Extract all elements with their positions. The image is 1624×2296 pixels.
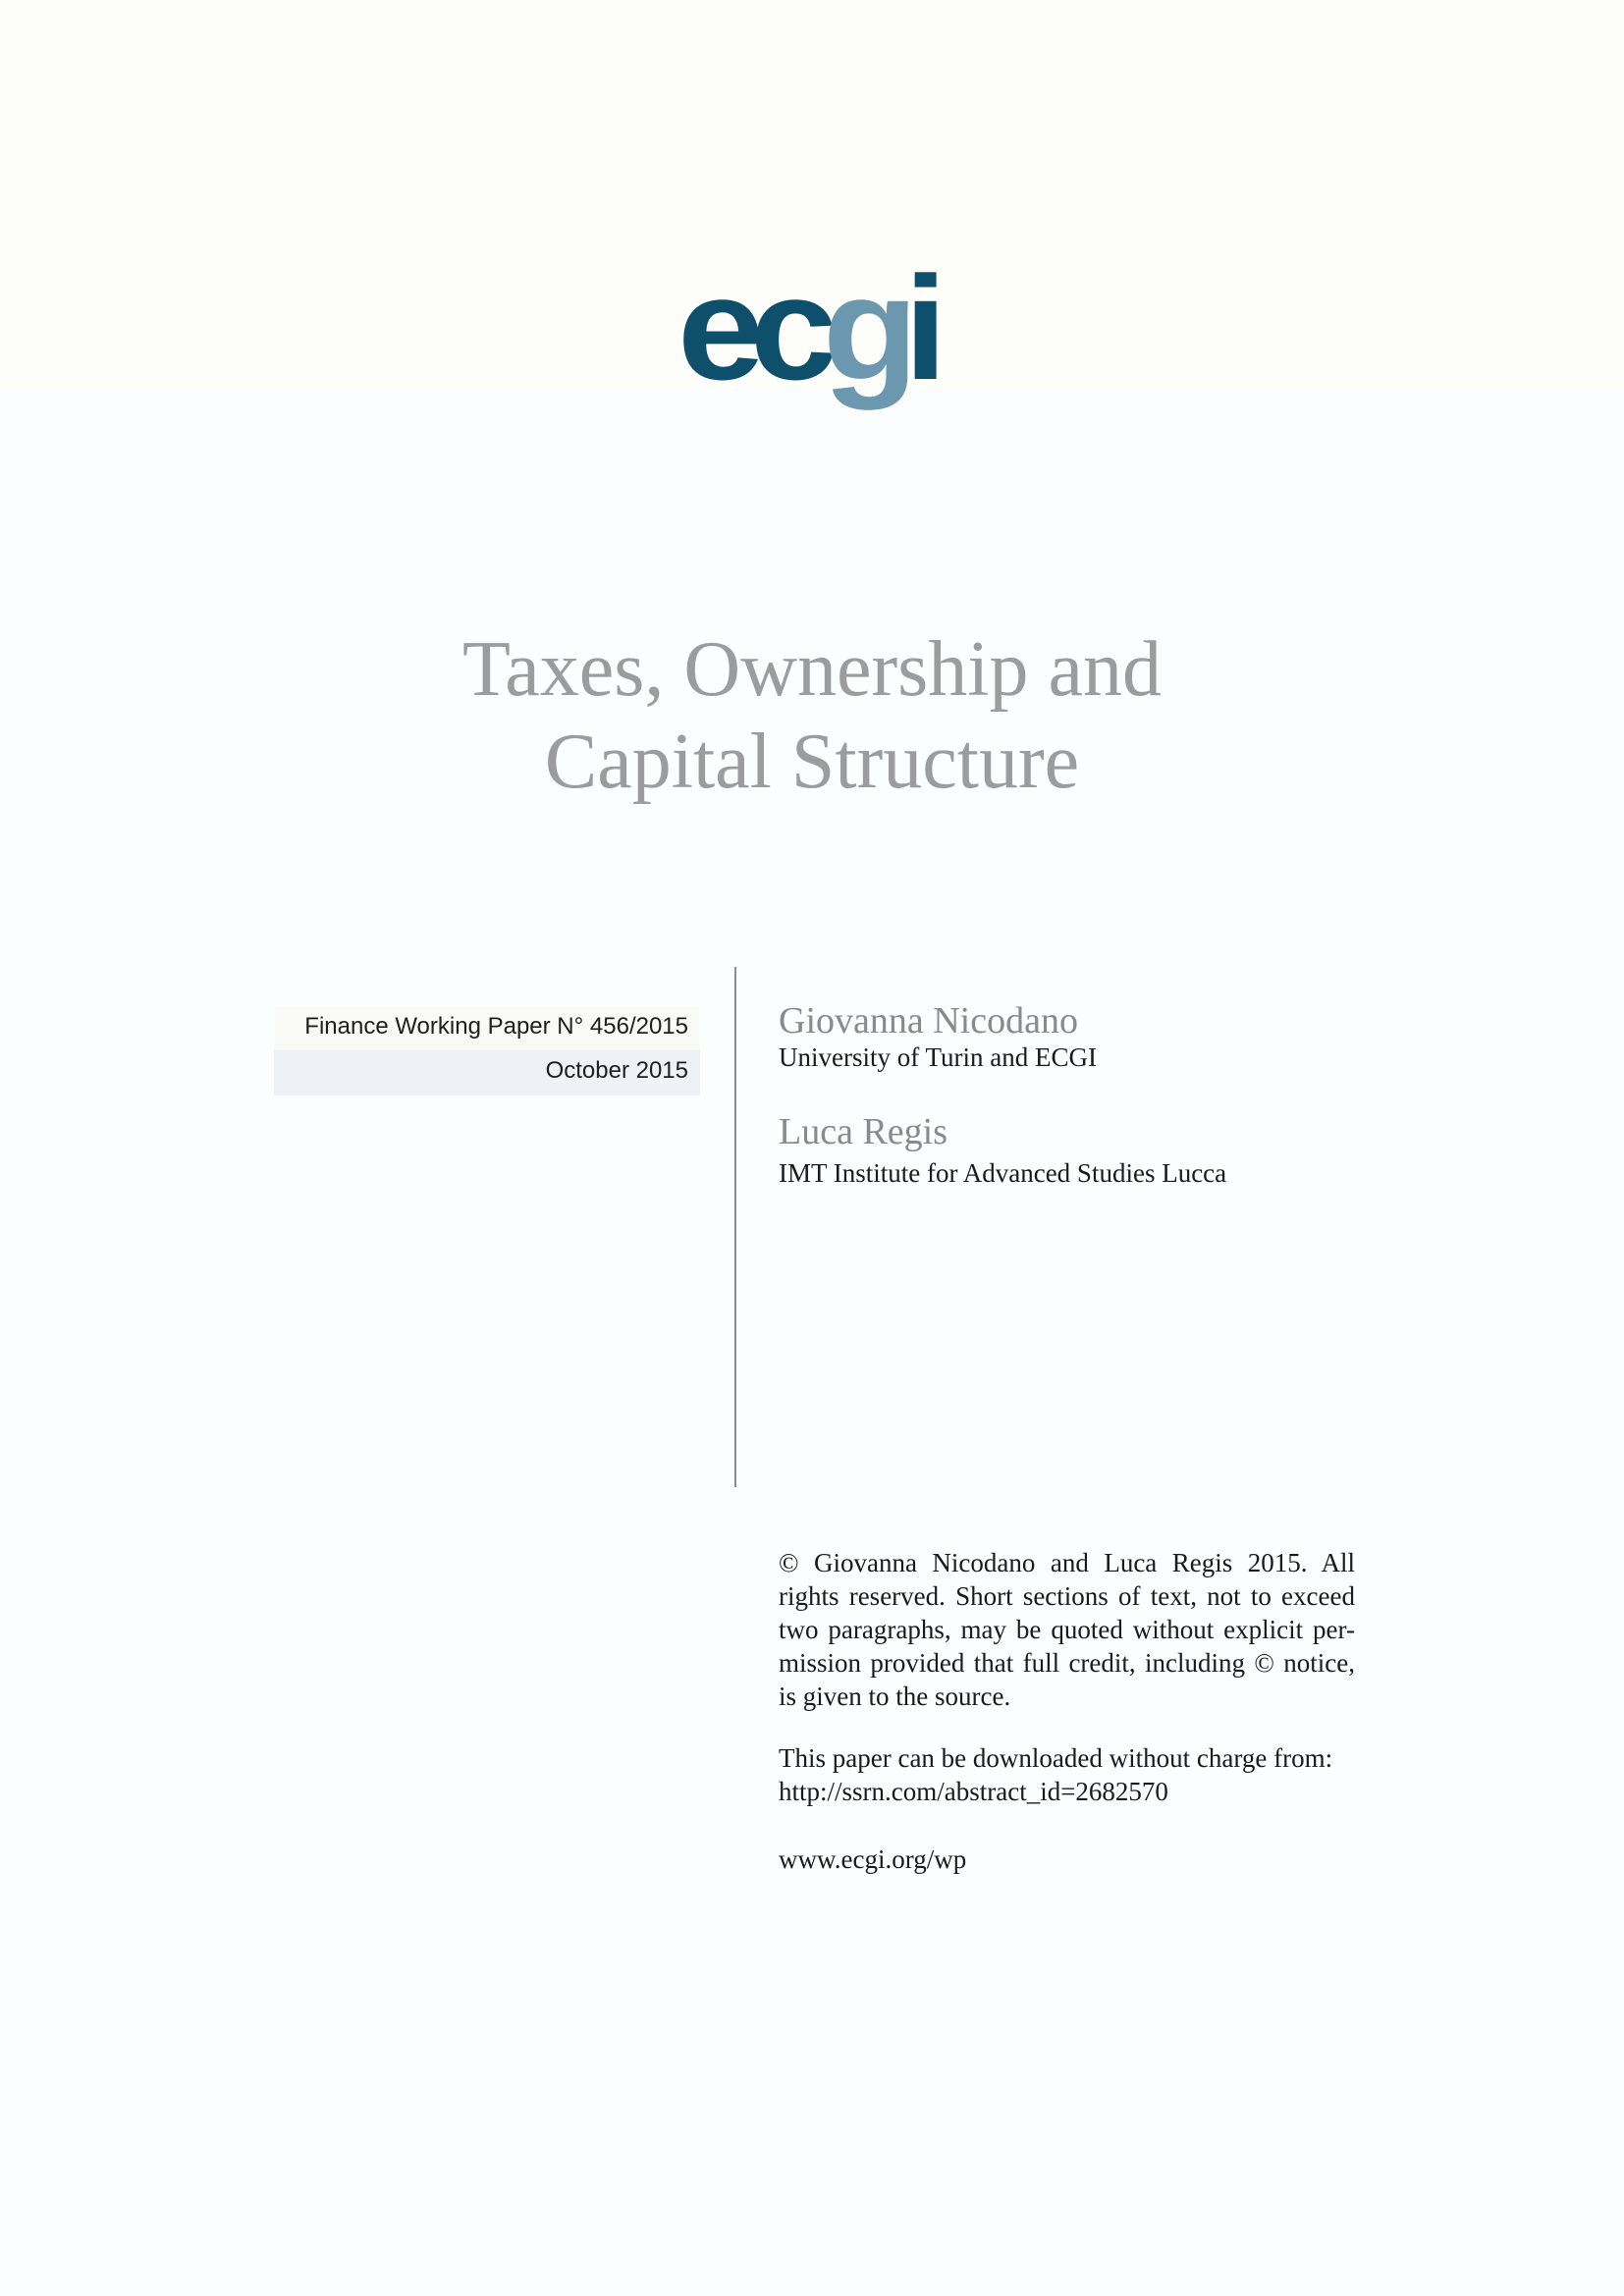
author-name-2: Luca Regis [779,1111,948,1152]
author-name-1: Giovanna Nicodano [779,1000,1078,1041]
author-affiliation-2: IMT Institute for Advanced Studies Lucca [779,1158,1227,1188]
ssrn-link[interactable]: http://ssrn.com/abstract_id=2682570 [779,1777,1168,1806]
working-paper-number: Finance Working Paper N° 456/2015 [274,1007,700,1050]
copyright-line: mission provided that full credit, including © notice, [779,1648,1355,1678]
download-text: This paper can be downloaded without charge from: [779,1743,1333,1773]
publication-date: October 2015 [274,1050,700,1095]
ecgi-website-link[interactable]: www.ecgi.org/wp [779,1844,967,1874]
copyright-line: two paragraphs, may be quoted without explicit per- [779,1615,1355,1644]
copyright-line: is given to the source. [779,1682,1011,1711]
ecgi-logo [677,245,943,420]
svg-text:ecgi: ecgi [677,245,932,410]
download-notice [779,1741,1355,1808]
vertical-divider [734,967,736,1487]
copyright-line: © Giovanna Nicodano and Luca Regis 2015. All [779,1548,1355,1577]
title-line-1: Taxes, Ownership and [462,626,1162,713]
author-affiliation-1: University of Turin and ECGI [779,1042,1097,1072]
copyright-notice [779,1546,1355,1713]
paper-title [321,623,1303,808]
title-line-2: Capital Structure [544,719,1080,805]
copyright-line: rights reserved. Short sections of text, not to exceed [779,1581,1355,1611]
